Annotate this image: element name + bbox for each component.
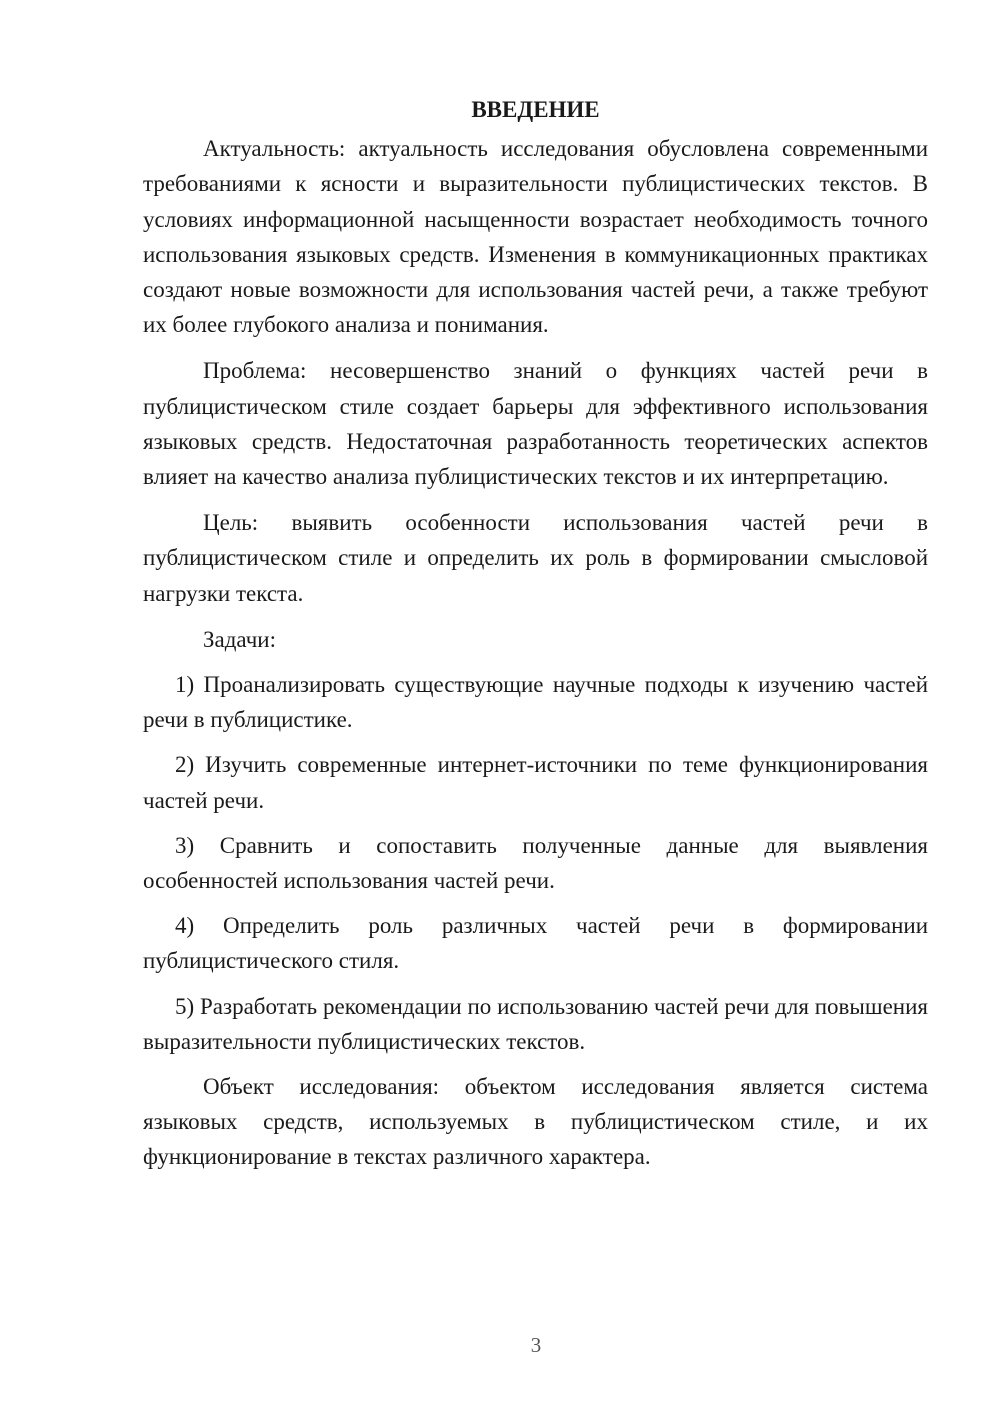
task-item: 5) Разработать рекомендации по использованию частей речи для повышения выразительности публицистических текстов. [143, 993, 928, 1054]
paragraph-problem: Проблема: несовершенство знаний о функциях частей речи в публицистическом стиле создает барьеры для эффективного использования языковых средств. Недостаточная разработанность теоретических аспектов влияет на качество анализа публицистических текстов и их интерпретацию. [143, 358, 928, 490]
paragraph-object: Объект исследования: объектом исследования является система языковых средств, используемых в публицистическом стиле, и их функционирование в текстах различного характера. [143, 1074, 928, 1170]
paragraph-relevance: Актуальность: актуальность исследования обусловлена современными требованиями к ясности и выразительности публицистических текстов. В условиях информационной насыщенности возрастает необходимость точного использования языковых средств. Изменения в коммуникационных практиках создают новые возможности для использования частей речи, а также требуют их более глубокого анализа и понимания. [143, 136, 928, 338]
task-item: 1) Проанализировать существующие научные подходы к изучению частей речи в публицистике. [143, 672, 928, 733]
task-item: 2) Изучить современные интернет-источники по теме функционирования частей речи. [143, 752, 928, 813]
task-item: 3) Сравнить и сопоставить полученные данные для выявления особенностей использования частей речи. [143, 832, 928, 894]
page-number: 3 [530, 1333, 542, 1357]
page-title: ВВЕДЕНИЕ [471, 97, 600, 122]
task-item: 4) Определить роль различных частей речи в формировании публицистического стиля. [143, 913, 928, 974]
tasks-heading: Задачи: [203, 626, 276, 652]
paragraph-goal: Цель: выявить особенности использования частей речи в публицистическом стиле и определить их роль в формировании смысловой нагрузки текста. [143, 510, 928, 606]
page-content [143, 92, 928, 1186]
